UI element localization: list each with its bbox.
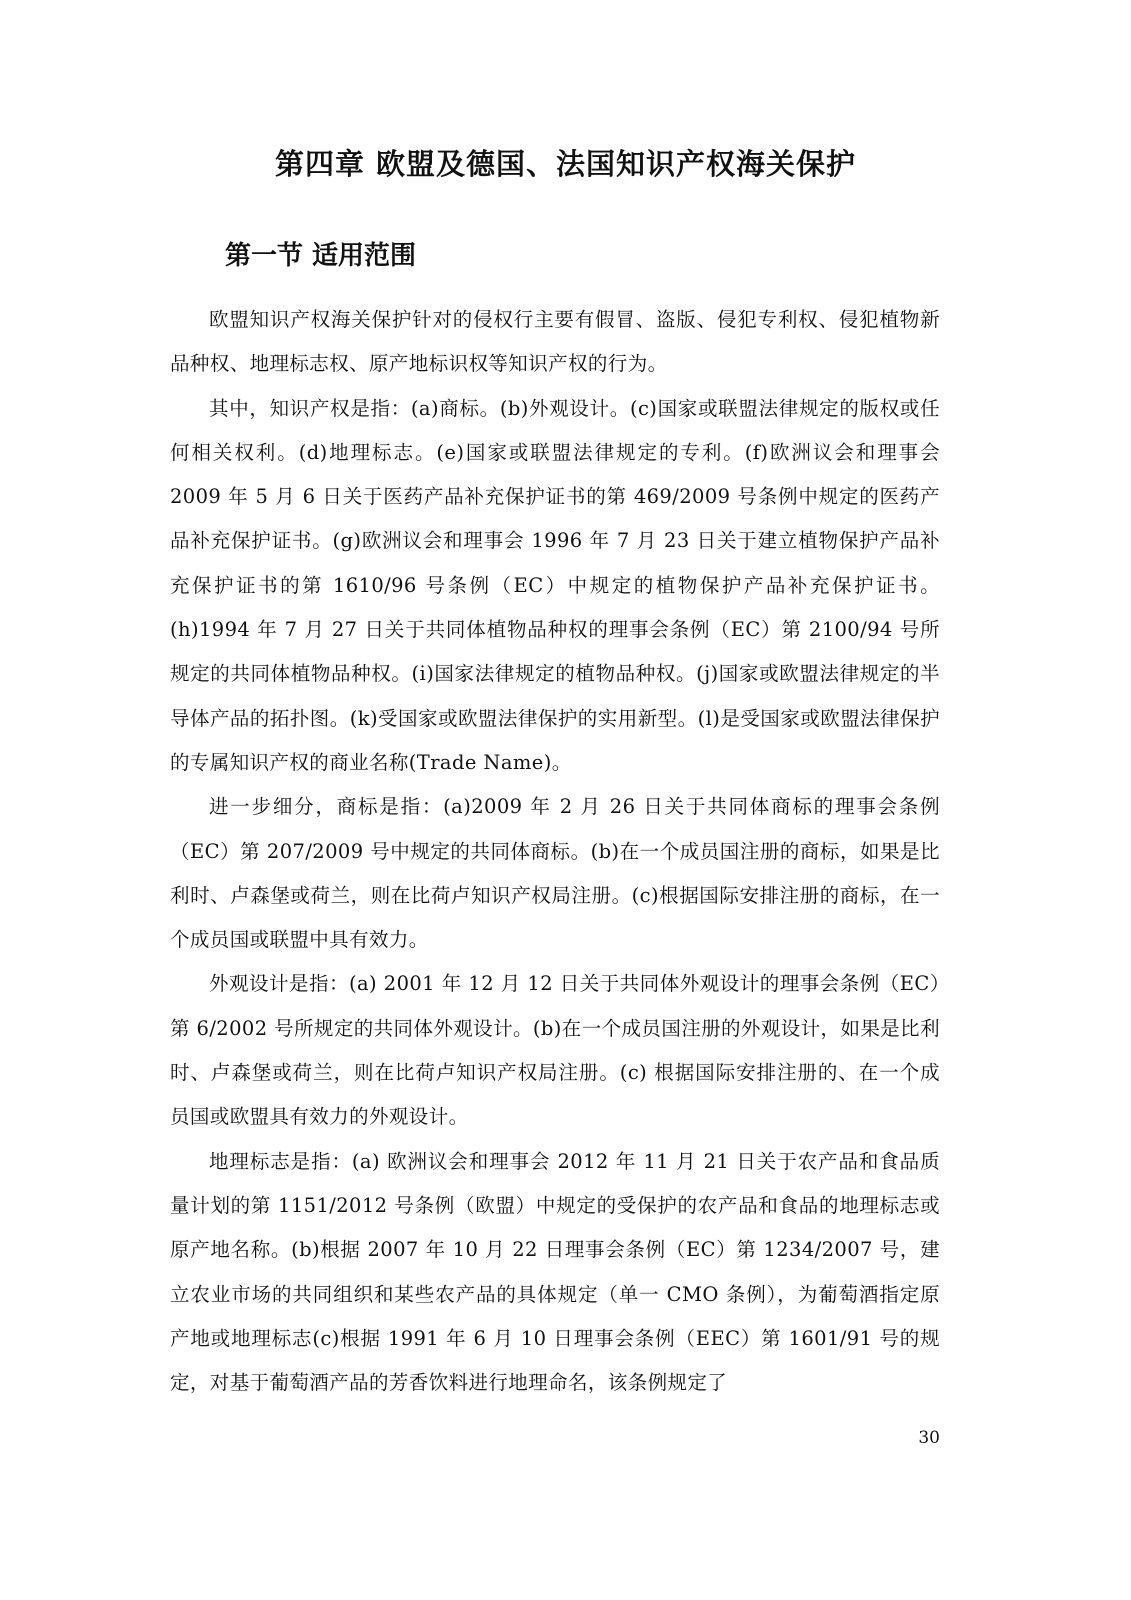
section-title: 第一节 适用范围 [225,241,417,271]
paragraph-geographical-indication-definition: 地理标志是指：(a) 欧洲议会和理事会 2012 年 11 月 21 日关于农产品和食品质量计划的第 1151/2012 号条例（欧盟）中规定的受保护的农产品和食品的地理标志或原产地名称。(b)根据 2007 年 10 月 22 日理事会条例（EC）第 1234/2007 号，建立农业市场的共同组织和某些农产品的具体规定（单一 CMO 条例），为葡萄酒指定原产地或地理标志(c)根据 1991 年 6 月 10 日理事会条例（EEC）第 1601/91 号的规定，对基于葡萄酒产品的芳香饮料进行地理命名，该条例规定了 [170,1149,940,1395]
paragraph-trademark-definition: 进一步细分，商标是指：(a)2009 年 2 月 26 日关于共同体商标的理事会条例（EC）第 207/2009 号中规定的共同体商标。(b)在一个成员国注册的商标，如果是比利时、卢森堡或荷兰，则在比荷卢知识产权局注册。(c)根据国际安排注册的商标，在一个成员国或联盟中具有效力。 [170,795,940,952]
page-number: 30 [918,1428,940,1448]
paragraph-design-definition: 外观设计是指：(a) 2001 年 12 月 12 日关于共同体外观设计的理事会条例（EC）第 6/2002 号所规定的共同体外观设计。(b)在一个成员国注册的外观设计，如果是比利时、卢森堡或荷兰，则在比荷卢知识产权局注册。(c) 根据国际安排注册的、在一个成员国或欧盟具有效力的外观设计。 [170,972,940,1129]
chapter-title: 第四章 欧盟及德国、法国知识产权海关保护 [274,147,857,181]
body-text [170,298,940,1405]
paragraph-ip-definition: 其中，知识产权是指：(a)商标。(b)外观设计。(c)国家或联盟法律规定的版权或任何相关权利。(d)地理标志。(e)国家或联盟法律规定的专利。(f)欧洲议会和理事会 2009 年 5 月 6 日关于医药产品补充保护证书的第 469/2009 号条例中规定的医药产品补充保护证书。(g)欧洲议会和理事会 1996 年 7 月 23 日关于建立植物保护产品补充保护证书的第 1610/96 号条例（EC）中规定的植物保护产品补充保护证书。(h)1994 年 7 月 27 日关于共同体植物品种权的理事会条例（EC）第 2100/94 号所规定的共同体植物品种权。(i)国家法律规定的植物品种权。(j)国家或欧盟法律规定的半导体产品的拓扑图。(k)受国家或欧盟法律保护的实用新型。(l)是受国家或欧盟法律保护的专属知识产权的商业名称(Trade Name)。 [170,396,940,774]
paragraph-scope-overview: 欧盟知识产权海关保护针对的侵权行主要有假冒、盗版、侵犯专利权、侵犯植物新品种权、地理标志权、原产地标识权等知识产权的行为。 [170,308,940,376]
